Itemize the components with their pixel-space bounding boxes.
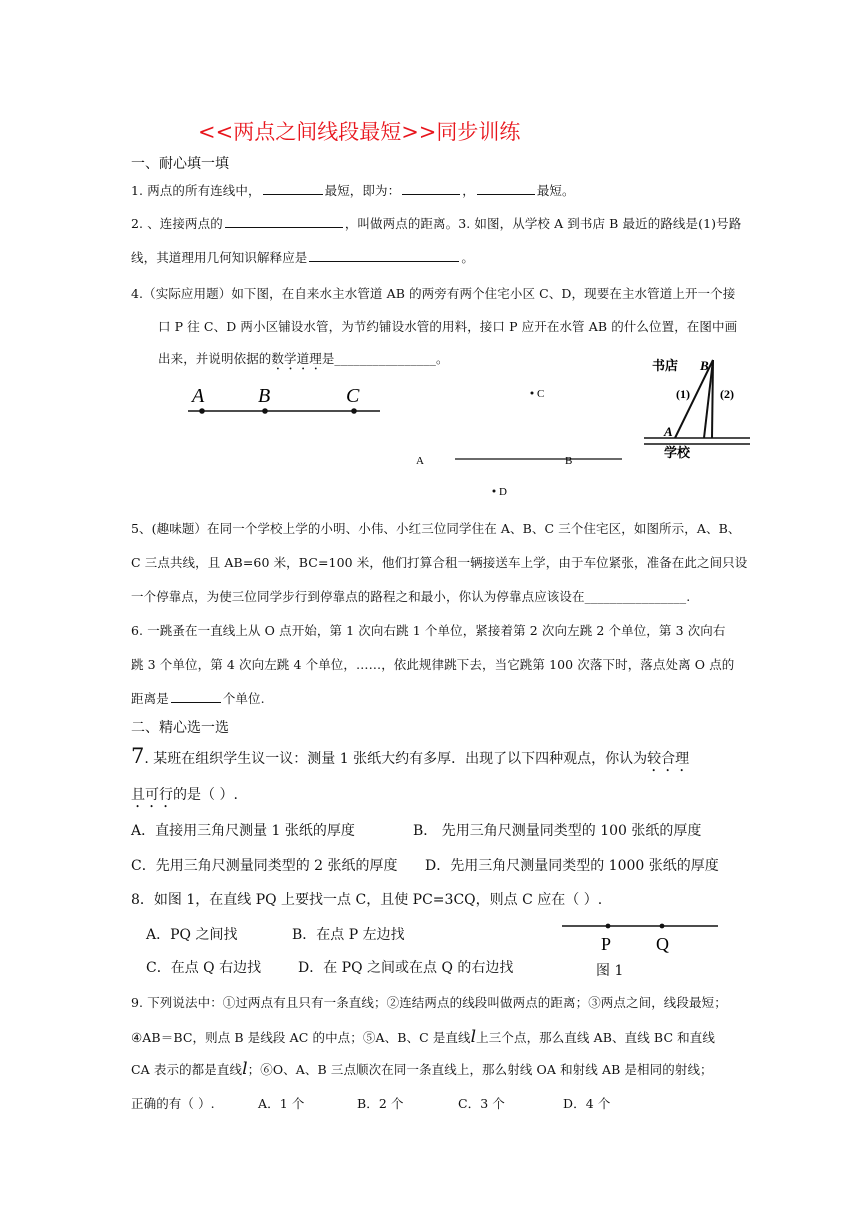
q1-text-d: 最短。: [536, 183, 575, 198]
label-p: P: [601, 934, 612, 954]
q7-line1-a: . 某班在组织学生议一议：测量 1 张纸大约有多厚．出现了以下四种观点，你认为: [144, 751, 648, 767]
label-d-pipe: D: [499, 486, 507, 498]
figure-1-caption: 图 1: [596, 963, 624, 979]
point-b: [262, 408, 268, 414]
q1-blank-1: [263, 182, 323, 195]
q7-line2-b: 的是（ ）.: [173, 787, 238, 803]
figure-abc-line: [180, 378, 390, 423]
q9-line3-b: ；⑥O、A、B 三点顺次在同一条直线上，那么射线 OA 和射线 AB 是相同的射线；: [247, 1062, 713, 1077]
point-a: [199, 408, 205, 414]
q1-text-a: 1. 两点的所有连线中，: [131, 183, 261, 198]
page-title: <<两点之间线段最短>>同步训练: [198, 120, 521, 144]
q7-option-b: B． 先用三角尺测量同类型的 100 张纸的厚度: [413, 823, 702, 839]
question-1: [131, 181, 575, 199]
q7-option-c: C．先用三角尺测量同类型的 2 张纸的厚度: [131, 858, 398, 874]
label-c: C: [346, 385, 360, 407]
question-9-line-2: [131, 1027, 715, 1047]
route-2b: [712, 360, 713, 438]
label-b-pipe: B: [565, 455, 573, 467]
q8-option-b: B．在点 P 左边找: [292, 927, 405, 943]
question-5-line-1: 5、(趣味题）在同一个学校上学的小明、小伟、小红三位同学住在 A、B、C 三个住宅区，如图所示，A、B、: [131, 521, 741, 536]
q9-l-symbol-1: l: [470, 1027, 477, 1047]
question-5-line-2: C 三点共线，且 AB=60 米，BC=100 米，他们打算合租一辆接送车上学，由于车位紧张，准备在此之间只设: [131, 555, 748, 570]
q1-text-c: ，: [462, 183, 475, 198]
point-c: [351, 408, 357, 414]
label-bookstore: 书店: [652, 358, 679, 373]
figure-1-pq: [558, 912, 723, 962]
section-heading-choice: 二、精心选一选: [131, 720, 229, 736]
question-7-line-2: [131, 784, 238, 811]
label-a-pipe: A: [416, 455, 424, 467]
q8-option-d: D．在 PQ 之间或在点 Q 的右边找: [298, 960, 514, 976]
q6-line3-a: 距离是: [131, 691, 169, 706]
q2-blank: [225, 215, 343, 228]
q7-emphasis-2: 且可行: [131, 787, 173, 803]
figure-school-route: [640, 352, 755, 462]
question-5-line-3: 一个停靠点，为使三位同学步行到停靠点的路程之和最小，你认为停靠点应该设在________________.: [131, 589, 691, 604]
question-6-line-2: 跳 3 个单位，第 4 次向左跳 4 个单位，……，依此规律跳下去，当它跳第 100 次落下时，落点处离 O 点的: [131, 657, 735, 672]
q9-option-c: C．3 个: [458, 1096, 505, 1111]
q7-emphasis-1: 较合理: [647, 751, 690, 767]
q9-l-symbol-2: l: [242, 1059, 248, 1079]
label-b: B: [258, 385, 271, 407]
question-2: [131, 214, 741, 232]
label-school: 学校: [664, 445, 691, 460]
point-c-pipe: [531, 392, 534, 395]
label-a: A: [192, 385, 205, 407]
q2-text-b: ，叫做两点的距离。3. 如图，从学校 A 到书店 B 最近的路线是(1)号路: [344, 216, 742, 231]
q8-option-a: A．PQ 之间找: [146, 927, 238, 943]
q8-option-c: C．在点 Q 右边找: [146, 960, 262, 976]
point-p: [606, 924, 611, 929]
q4-line3-a: 出来，并说明依据的: [158, 351, 272, 366]
q3-blank: [309, 249, 459, 262]
question-9-line-1: 9. 下列说法中：①过两点有且只有一条直线；②连结两点的线段叫做两点的距离；③两点之间，线段最短；: [131, 995, 727, 1010]
q6-line3-b: 个单位.: [222, 691, 265, 706]
q1-blank-3: [477, 182, 535, 195]
q4-line3-b: 是________________。: [321, 351, 449, 366]
label-route-1: (1): [676, 387, 690, 401]
q7-option-d: D．先用三角尺测量同类型的 1000 张纸的厚度: [425, 858, 719, 874]
question-6-line-1: 6. 一跳蚤在一直线上从 O 点开始，第 1 次向右跳 1 个单位，紧接着第 2 次向左跳 2 个单位，第 3 次向右: [131, 623, 726, 638]
question-4-line-3: [158, 349, 449, 373]
q7-number: 7: [131, 744, 145, 768]
q9-option-a: A．1 个: [258, 1096, 305, 1111]
point-q: [660, 924, 665, 929]
q1-blank-2: [402, 182, 460, 195]
q2-text-a: 2. 、连接两点的: [131, 216, 223, 231]
label-b-shop: B: [700, 358, 709, 373]
label-route-2: (2): [720, 387, 734, 401]
question-7-line-1: [131, 744, 689, 775]
q9-line2-a: ④AB＝BC，则点 B 是线段 AC 的中点；⑤A、B、C 是直线: [131, 1030, 471, 1045]
q3-text-b: 。: [461, 250, 475, 265]
q9-line3-a: CA 表示的都是直线: [131, 1062, 243, 1077]
figure-pipe: [405, 380, 635, 505]
q9-option-d: D．4 个: [563, 1096, 611, 1111]
q4-emphasis: 数学道理: [271, 351, 322, 366]
question-8-stem: 8．如图 1，在直线 PQ 上要找一点 C，且使 PC=3CQ，则点 C 应在（ ）.: [131, 892, 603, 908]
label-q: Q: [656, 934, 669, 954]
question-4-line-2: 口 P 往 C、D 两小区铺设水管，为节约铺设水管的用料，接口 P 应开在水管 AB 的什么位置，在图中画: [158, 319, 738, 334]
question-3: [131, 248, 474, 266]
question-9-line-4: 正确的有（ ）.: [131, 1096, 215, 1111]
q1-text-b: 最短，即为：: [324, 183, 401, 198]
q6-blank: [171, 690, 221, 703]
question-6-line-3: [131, 689, 265, 707]
question-9-line-3: [131, 1059, 713, 1079]
point-d-pipe: [493, 490, 496, 493]
q7-option-a: A．直接用三角尺测量 1 张纸的厚度: [131, 823, 355, 839]
question-4-line-1: 4.（实际应用题）如下图，在自来水主水管道 AB 的两旁有两个住宅小区 C、D，现要在主水管道上开一个接: [131, 286, 736, 301]
q9-option-b: B．2 个: [357, 1096, 404, 1111]
label-a-school: A: [664, 424, 673, 439]
section-heading-fill: 一、耐心填一填: [131, 156, 229, 172]
q9-line2-b: 上三个点，那么直线 AB、直线 BC 和直线: [476, 1030, 715, 1045]
label-c-pipe: C: [537, 388, 545, 400]
q3-text-a: 线，其道理用几何知识解释应是: [131, 250, 308, 265]
